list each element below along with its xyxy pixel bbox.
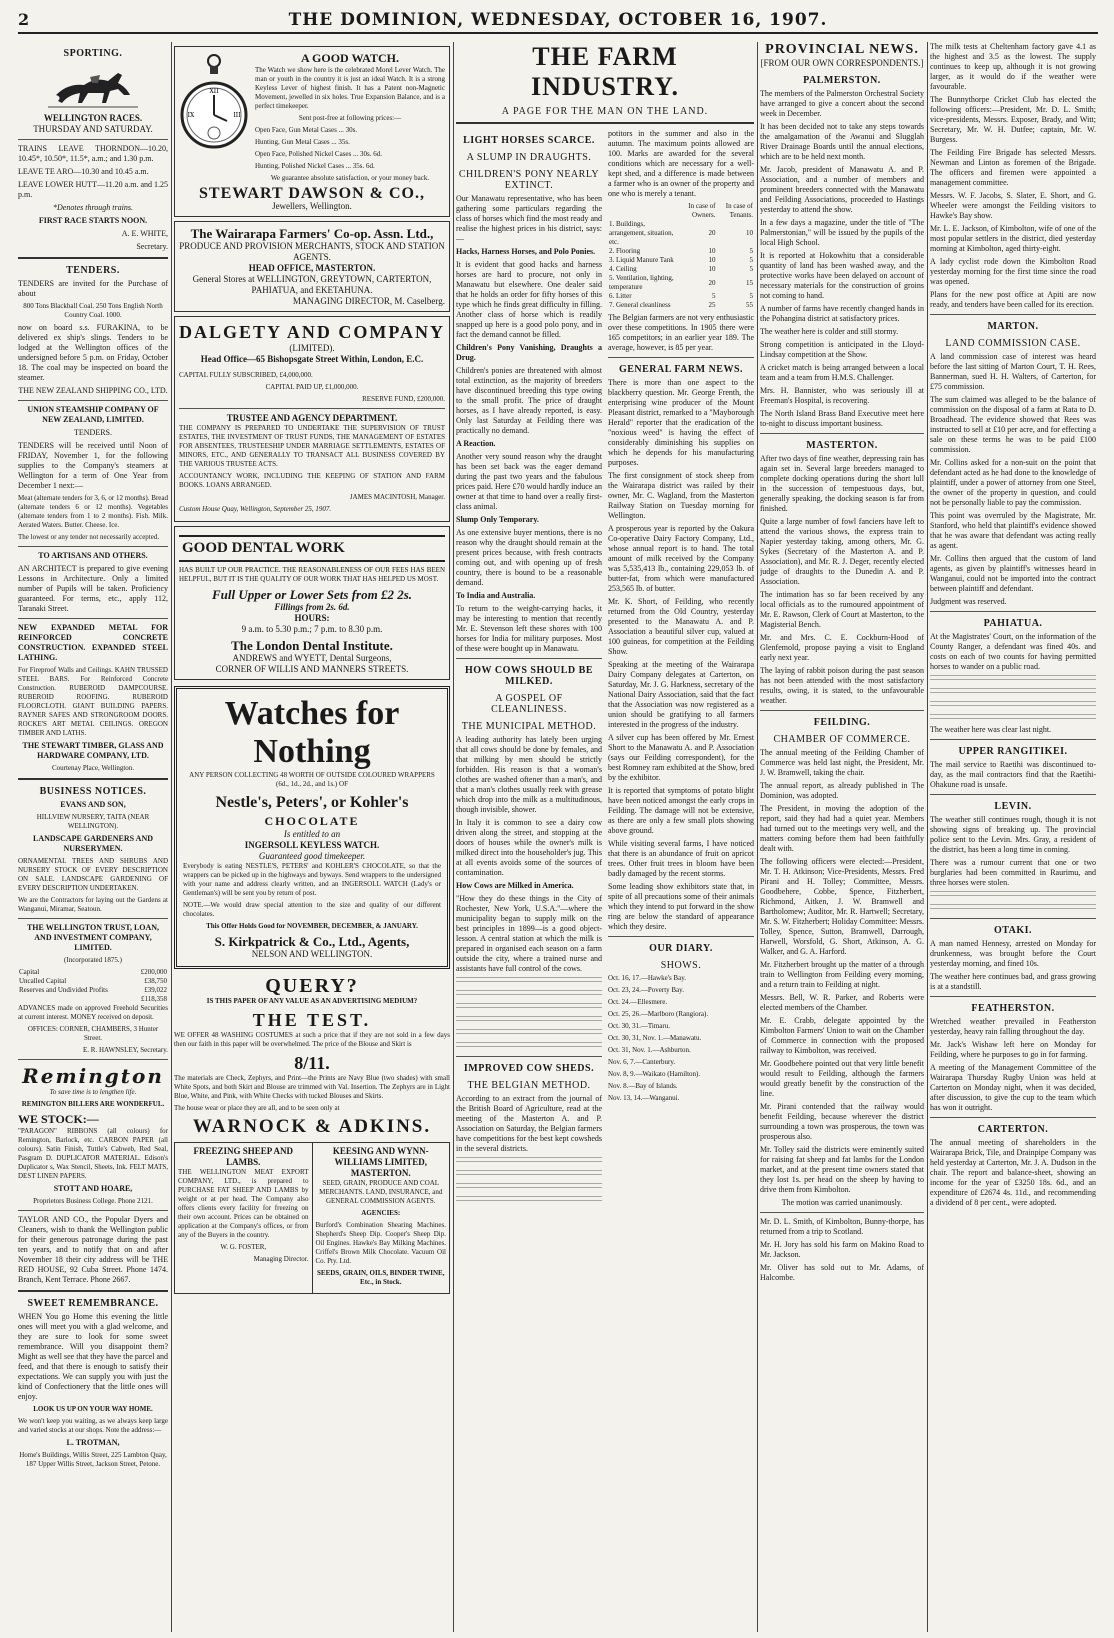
article-subheading: Children's Pony Vanishing, Draughts a Drug. (456, 343, 602, 362)
news-para: In a few days a magazine, under the title of "The Palmerstonian," will be issued by the pupils of the local High School. (760, 218, 924, 247)
artisans-body: AN ARCHITECT is prepared to give evening Lessons in Architecture. Only a limited number of Pupils will be taken. Proficiency guaranteed. For terms, etc., apply 112, Taranaki Street. (18, 564, 168, 613)
watch-ad (174, 46, 450, 217)
union-footer: The lowest or any tender not necessarily accepted. (18, 533, 160, 541)
freezing-heading: FREEZING SHEEP AND LAMBS. (193, 1146, 294, 1167)
watch-price: Open Face, Polished Nickel Cases ... 30s. 6d. (255, 150, 382, 158)
article-subheading: A Reaction. (456, 439, 496, 448)
test-body3: The house wear or place they are all, and to be seen only at (174, 1104, 340, 1112)
show-entry: Oct. 25, 26.—Marlboro (Rangiora). (608, 1010, 709, 1018)
table-row: Reserves and Undivided Profits £39,022 (19, 986, 167, 994)
article-heading: LIGHT HORSES SCARCE. (463, 135, 595, 146)
news-para: Mr. Jack's Wishaw left here on Monday for Feilding, where he purposes to go in for farming. (930, 1040, 1096, 1059)
show-entry: Oct. 30, 31.—Timaru. (608, 1022, 670, 1030)
section-heading: SPORTING. (63, 48, 123, 59)
wairarapa-title: The Wairarapa Farmers' Co-op. Assn. Ltd., (190, 226, 434, 241)
news-para: The annual meeting of shareholders in the Wairarapa Brick, Tile, and Drainpipe Company was held yesterday at Carterton, Mr. J. A. Dudson in the chair. The report and balance-sheet, showing an income for the year of £3250 18s. 6d., and an expenditure of £2674 4s. 11d., and recommending a dividend of 8 per cent., were adopted. (930, 1138, 1096, 1207)
table-row: Uncalled Capital £38,750 (19, 977, 167, 985)
keesing-agencies: AGENCIES: (361, 1209, 401, 1217)
trust-incorporated: (Incorporated 1875.) (64, 956, 122, 964)
artisans-heading: TO ARTISANS AND OTHERS. (38, 551, 148, 560)
metal-heading: NEW EXPANDED METAL FOR REINFORCED CONCRETE CONSTRUCTION. EXPANDED STEEL LATHING. (18, 623, 168, 662)
evans-sub: HILLVIEW NURSERY, TAITA (NEAR WELLINGTON). (36, 813, 150, 830)
racing-title: WELLINGTON RACES. (43, 113, 143, 123)
news-para: The President, in moving the adoption of the report, said they had had a quiet year. Members had turned out to the meetings very well, and the matters coming before them had been faithfully dealt with. (760, 804, 924, 853)
dental-sets: Full Upper or Lower Sets from £2 2s. (211, 587, 413, 602)
article-para: The first consignment of stock sheep from the Wairarapa district was railed by their owner, Mr. C. Wagland, from the Masterton Railway Station on Tuesday morning for Wellington. (608, 471, 754, 520)
show-entry: Nov. 8.—Bay of Islands. (608, 1082, 678, 1090)
dalgety-capital: CAPITAL FULLY SUBSCRIBED, £4,000,000. (179, 371, 313, 379)
table-row: £118,358 (141, 995, 167, 1003)
column-3 (456, 42, 754, 1632)
westock-company: STOTT AND HOARE, (53, 1184, 133, 1193)
trains-note: *Denotes through trains. (53, 203, 133, 212)
dental-title: GOOD DENTAL WORK (179, 535, 445, 562)
news-para: The sum claimed was alleged to be the balance of commission on the disposal of a farm at Rata to D. Broadhead. The evidence showed that Rees was instructed to sell at £10 per acre, and for effecting a sale on these terms he was to be paid £100 commission. (930, 395, 1096, 454)
article-heading: GENERAL FARM NEWS. (618, 364, 744, 375)
town-heading: PAHIATUA. (983, 618, 1043, 629)
dalgety-office: Head Office—65 Bishopsgate Street Within, London, E.C. (200, 354, 424, 364)
watch-heading: A GOOD WATCH. (301, 51, 399, 65)
show-entry: Oct. 23, 24.—Poverty Bay. (608, 986, 684, 994)
news-para: Mr. Tolley said the districts were eminently suited for raising fat sheep and fat lambs for the London market, and at the present time owners stated that they lost 1s. per head on the sheep by having to drive them from Kimbolton. (760, 1145, 924, 1194)
town-heading: MASTERTON. (806, 440, 878, 451)
svg-text:IX: IX (187, 112, 195, 119)
table-row: 7. General cleanliness 25 55 (609, 301, 753, 309)
news-para: This point was overruled by the Magistrate, Mr. Stanford, who held that plaintiff's evidence showed that he was aware that defendant was acting really as agent. (930, 511, 1096, 550)
westock-body: "PARAGON" RIBBONS (all colours) for Remington, Barlock, etc. CARBON PAPER (all colours). Satin Finish, Tuttle's Cabweb, Red Seal, Pasgram D. DUPLICATOR MATERIAL. Edison's Duplicator s, Wax Stencil, Sheets, Ink. FELT MATS, DEST LINEN PAPERS. (18, 1127, 168, 1180)
union-body: TENDERS will be received until Noon of FRIDAY, November 1, for the following supplies to the Company's steamers at Wellington for a term of One Year from December 1 next:— (18, 441, 168, 490)
article-para: Mr. K. Short, of Feilding, who recently returned from the Old Country, yesterday presented to the Manawatu A. and P. Association a beautiful silver cup, valued at 100 guineas, for competition at the Feilding Show. (608, 597, 754, 656)
train-times: TRAINS LEAVE THORNDON—10.20, 10.45*, 10.50*, 11.5*, a.m.; and 1.30 p.m. (18, 144, 168, 163)
dental-ad (174, 526, 450, 680)
news-para: Strong competition is anticipated in the Lloyd-Lindsay competition at the Show. (760, 340, 924, 359)
news-para: The members of the Palmerston Orchestral Society have arranged to give a concert about the second week in December. (760, 89, 924, 118)
dalgety-ad (174, 316, 450, 522)
show-entry: Oct. 16, 17.—Hawke's Bay. (608, 974, 686, 982)
dalgety-ltd: (LIMITED). (289, 343, 335, 353)
article-para: Speaking at the meeting of the Wairarapa Dairy Company delegates at Carterton, on Saturday, Mr. J. G. Harkness, secretary of the National Dairy Association, said that the fact that the Association was now registered as a union should be gratifying to all farmers interested in the progress of the industry. (608, 660, 754, 729)
news-para: The weather here continues bad, and grass growing is at a standstill. (930, 972, 1096, 991)
sweet-body: WHEN You go Home this evening the little ones will meet you with a glad welcome, and they are sure to look for some sweet remembrance. Will you disappoint them? Might as well see that they have the parcel and feed, and that there is enough to satisfy their expectations. We can supply you with just the kind of Confectionery that the little ones will enjoy. (18, 1312, 168, 1401)
westock-address: Proprietors Business College. Phone 2121. (33, 1197, 153, 1205)
section-heading: TENDERS. (66, 265, 120, 276)
show-entry: Nov. 6, 7.—Canterbury. (608, 1058, 676, 1066)
dental-hours: 9 a.m. to 5.30 p.m.; 7 p.m. to 8.30 p.m. (241, 624, 383, 634)
article-para: It is evident that good hacks and harness horses are hard to procure, not only in Manawatu but elsewhere. One dealer said that he holds an order for fifty horses of this type which he finds great difficulty in filling. Another class of horse which is readily snapped up here is a good polo pony, and in fact the demand cannot be filled. (456, 260, 602, 339)
keesing-list: Burford's Combination Shearing Machines. Shepherd's Sheep Dip. Cooper's Sheep Dip. Oil Engines. Hawke's Bay Milking Machines. Criffel's Brown Milk Chocolate. Vacuum Oil Co. Pty. Ltd. (315, 1221, 446, 1265)
london-address: CORNER OF WILLIS AND MANNERS STREETS. (215, 664, 409, 674)
dalgety-capital: CAPITAL PAID UP, £1,000,000. (265, 383, 359, 391)
metal-items: For Fireproof Walls and Ceilings. KAHN TRUSSED STEEL BARS. For Reinforced Concrete Construction. RUBEROID DAMPCOURSE. RUBEROID ROOFING. RUBEROID FLOORCLOTH. GIANT BUILDING PAPERS. RAYNER SAFES AND STRONGROOM DOORS. ROCKE'S ART METAL CEILINGS. OREGON TIMBER AND LATHS. (18, 666, 168, 737)
svg-text:XII: XII (209, 88, 219, 95)
news-para: Mr. H. Jory has sold his farm on Makino Road to Mr. Jackson. (760, 1240, 924, 1259)
column-rule (453, 42, 454, 1632)
news-para: The annual report, as already published in The Dominion, was adopted. (760, 781, 924, 800)
town-heading: FEILDING. (813, 717, 871, 728)
news-para: A meeting of the Management Committee of the Wairarapa Thursday Rugby Union was held at Carterton on Monday night, when it was decided, after discussion, to give the cup to the team which has won it outright. (930, 1063, 1096, 1112)
news-para: Mr. Oliver has sold out to Mr. Adams, of Halcombe. (760, 1263, 924, 1282)
news-para: Wretched weather prevailed in Featherston yesterday, heavy rain falling throughout the day. (930, 1017, 1096, 1036)
news-para: Judgment was reserved. (930, 597, 1007, 606)
article-subheading: How Cows are Milked in America. (456, 881, 574, 890)
news-para: Mr. Pirani contended that the railway would benefit Feilding, because wherever the district surrounding a town was prosperous, the town was prosperous also. (760, 1102, 924, 1141)
column-rule (171, 42, 172, 1632)
town-heading: PALMERSTON. (803, 75, 881, 86)
train-times: LEAVE TE ARO—10.30 and 10.45 a.m. (18, 167, 149, 176)
news-para: Mr. Fitzherbert brought up the matter of a through train to Wellington from Feilding every morning, and a return train to Feilding at night. (760, 960, 924, 989)
news-para: A lady cyclist rode down the Kimbolton Road yesterday morning for the first time since the road was opened. (930, 257, 1096, 286)
masthead (18, 10, 1098, 34)
town-heading: LEVIN. (994, 801, 1032, 812)
watches-note: NOTE.—We would draw special attention to the size and quality of our different chocolates. (183, 901, 441, 918)
table-row: 6. Litter 5 5 (609, 292, 753, 300)
table-row: In case of Owners. In case of Tenants. (688, 202, 753, 219)
news-para: The weather still continues rough, though it is not showing signs of breaking up. The provincial police sent to the Levin. Mrs. Gray, a resident of the district, has been a long time in coming. (930, 815, 1096, 854)
page-number: 2 (18, 10, 30, 29)
town-subheading: CHAMBER OF COMMERCE. (773, 734, 911, 745)
stewart-sub: Jewellers, Wellington. (272, 201, 352, 211)
freezing-role: Managing Director. (253, 1255, 309, 1263)
article-subheading: A SLUMP IN DRAUGHTS. (466, 152, 592, 163)
article-para: A prosperous year is reported by the Oakura Co-operative Dairy Factory Company, Ltd., whose annual report is to hand. The total amount of milk received by the Company was 5,535,413 lb., containing 229,053 lb. of butter-fat, from which were manufactured 253,565 lb. of butter. (608, 524, 754, 593)
news-para: It has been decided not to take any steps towards the amalgamation of the Awanui and Slugglah River Drainage Boards until the annual elections, which are to be held next month. (760, 122, 924, 161)
town-heading: FEATHERSTON. (971, 1003, 1055, 1014)
article-subheading: A GOSPEL OF CLEANLINESS. (491, 693, 567, 715)
news-para: After two days of fine weather, depressing rain has again set in. Several large breeders managed to complete docking operations during the short lull in the succession of tempestuous days, but, generally speaking, the docking season is far from finished. (760, 454, 924, 513)
column-rule (757, 42, 758, 1632)
article-para: According to an extract from the journal of the British Board of Agriculture, read at the meeting of the Masterton A. and P. Association on Saturday, the Belgian farmers have competitions for the best kept cowsheds in the several districts. (456, 1094, 602, 1153)
query-body: IS THIS PAPER OF ANY VALUE AS AN ADVERTISING MEDIUM? (206, 997, 418, 1005)
news-para: There was a rumour current that one or two burglaries had been committed in Raurimu, and three horses were stolen. (930, 858, 1096, 887)
taylor-body: TAYLOR AND CO., the Popular Dyers and Cleaners, wish to thank the Wellington public for their generous patronage during the past ten years, and to notify that on and after November 18 their city address will be THE RED HOUSE, 92 Cuba Street. Phone 1474. Branch, Kent Terrace. Phone 2667. (18, 1215, 168, 1284)
article-subheading: THE BELGIAN METHOD. (467, 1080, 591, 1091)
warnock-adkins: WARNOCK & ADKINS. (192, 1116, 432, 1137)
watch-body: The Watch we show here is the celebrated Morel Lever Watch. The man or youth in the country it is just an ideal Watch. It is a strong Keyless Lever of highest finish. It has a Patent non-Magnetic Movement, jewelled in six holes. True Expansion Balance, and is a perfect timekeeper. (255, 66, 445, 110)
table-row: 2. Flooring 10 5 (609, 247, 753, 255)
news-para: A cricket match is being arranged between a local team and a team from H.M.S. Challenger. (760, 363, 924, 382)
news-para: Mr. Goodbehere pointed out that very little benefit would result to Feilding, although the farmers would greatly benefit by the construction of the line. (760, 1059, 924, 1098)
london-names: ANDREWS and WYETT, Dental Surgeons, (232, 653, 392, 663)
article-para: While visiting several farms, I have noticed that there is an abundance of fruit on apricot trees. Other fruit trees in bloom have been badly damaged by the recent storms. (608, 839, 754, 878)
evans-footer: We are the Contractors for laying out the Gardens at Wanganui, Miramar, Seatoun. (18, 896, 168, 913)
town-heading: OTAKI. (993, 925, 1033, 936)
chocolate: CHOCOLATE (264, 814, 360, 828)
watch-post: Sent post-free at following prices:— (298, 114, 402, 122)
column-1 (18, 42, 168, 1632)
column-rule (927, 42, 928, 1632)
article-subheading: CHILDREN'S PONY NEARLY EXTINCT. (458, 169, 600, 191)
union-heading: UNION STEAMSHIP COMPANY OF NEW ZEALAND, LIMITED. (27, 405, 159, 424)
union-tenders: TENDERS. (74, 428, 112, 437)
remington-script-logo: Remington (22, 1064, 164, 1088)
article-heading: IMPROVED COW SHEDS. (463, 1063, 595, 1074)
news-para: Messrs. W. F. Jacobs, S. Slater, E. Short, and G. Wheeler were amongst the Feilding visitors to Hawke's Bay show. (930, 191, 1096, 220)
first-race: FIRST RACE STARTS NOON. (38, 216, 148, 225)
freezing-body: THE WELLINGTON MEAT EXPORT COMPANY, LTD., is prepared to PURCHASE FAT SHEEP AND LAMBS by weight or at per head. The Company also offers clients every facility for freezing on their own account. Prices can be obtained on application at the Company's offices, or from any of the Buyers in the country. (178, 1168, 309, 1239)
town-subheading: LAND COMMISSION CASE. (945, 338, 1081, 349)
farm-columns (456, 129, 754, 1207)
dalgety-title: DALGETY AND COMPANY (179, 322, 445, 342)
signature-role: Secretary. (136, 242, 168, 251)
article-para: To return to the weight-carrying hacks, it may be interesting to mention that recently Mr. E. Stevenson left these shores with 100 horses for India for military purposes. Most of these were bought up in Manawatu. (456, 604, 602, 653)
sweet-body2: We won't keep you waiting, as we always keep large and varied stocks at our shops. Note the address:— (18, 1417, 168, 1434)
table-row: 1. Buildings, arrangement, situation, etc. 20 10 (609, 220, 753, 246)
accountancy: ACCOUNTANCY WORK, INCLUDING THE KEEPING OF STATION AND FARM BOOKS. LOANS ARRANGED. (179, 472, 445, 489)
test-price: 8/11. (294, 1053, 330, 1073)
news-para: Messrs. Bell, W. R. Parker, and Roberts were elected members of the Chamber. (760, 993, 924, 1012)
town-heading: UPPER RANGITIKEI. (958, 746, 1068, 757)
article-para: Our Manawatu representative, who has been gathering some particulars regarding the class of horses which find the most ready and realise the highest prices in his district, says:— (456, 194, 602, 243)
section-heading: BUSINESS NOTICES. (39, 786, 147, 797)
keesing-footer: SEEDS, GRAIN, OILS, BINDER TWINE, Etc., in Stock. (317, 1269, 445, 1286)
article-heading: HOW COWS SHOULD BE MILKED. (464, 665, 593, 687)
news-para: Mr. D. L. Smith, of Kimbolton, Bunny-thorpe, has returned from a trip to Scotland. (760, 1217, 924, 1236)
table-row: 4. Ceiling 10 5 (609, 265, 753, 273)
test-body: WE OFFER 48 WASHING COSTUMES at such a price that if they are not sold in a few days then our faith in this paper will be overwhelmed. The price of the Blouse and Skirt is (174, 1031, 450, 1048)
dental-body: HAS BUILT UP OUR PRACTICE. THE REASONABLENESS OF OUR FEES HAS BEEN HELPFUL, BUT IT IS THE QUALITY OF OUR WORK THAT HAS HELPED US MOST. (179, 566, 445, 583)
stewart-dawson: STEWART DAWSON & CO., (199, 185, 425, 202)
trust-body: ADVANCES made on approved Freehold Securities at current interest. MONEY received on deposit. (18, 1004, 168, 1021)
masthead-title: THE DOMINION, WEDNESDAY, OCTOBER 16, 1907. (288, 10, 828, 30)
trustee-body: THE COMPANY IS PREPARED TO UNDERTAKE THE SUPERVISION OF TRUST ESTATES, THE INVESTMENT OF TRUST FUNDS, THE MANAGEMENT OF ESTATES FOR ABSENTEES, TRUSTEESHIP UNDER MARRIAGE SETTLEMENTS, ESTATES OF MINORS, ETC., AND GENERALLY TO TRANSACT ALL BUSINESS COVERED BY THE VARIOUS TRUSTEE ACTS. (179, 424, 445, 468)
article-para: A leading authority has lately been urging that all cows should be done by females, and that milking by men should be strictly forbidden. His reason is that a woman's clothes are washed oftener than a man's, and that a man's clothes usually reek with grease which drop into the milk as a multitudinous, though invisible, shower. (456, 735, 602, 814)
news-para: It is reported at Hokowhitu that a considerable quantity of land has been washed away, and the protective works have been delayed on account of necessary materials for the construction of groins not coming to hand. (760, 251, 924, 300)
racehorse-illustration-icon (48, 65, 138, 111)
keesing-body: SEED, GRAIN, PRODUCE AND COAL MERCHANTS. LAND, INSURANCE, and GENERAL COMMISSION AGENTS. (319, 1179, 443, 1205)
article-para: In Italy it is common to see a dairy cow driven along the street, and stopping at the doors of houses while the owner's milk is milked direct into the householder's jug. This at all events avoids some of the sources of contamination. (456, 818, 602, 877)
show-entry: Oct. 31, Nov. 1.—Ashburton. (608, 1046, 691, 1054)
wairarapa-ad (174, 221, 450, 312)
keesing-heading: KEESING AND WYNN-WILLIAMS LIMITED, MASTERTON. (332, 1146, 429, 1178)
news-para: Mr. E. Crabb, delegate appointed by the Kimbolton Farmers' Union to wait on the Chamber of Commerce in connection with the proposed railway to Kimbolton, was received. (760, 1016, 924, 1055)
town-heading: MARTON. (987, 321, 1039, 332)
tender-body: now on board s.s. FURAKINA, to be delivered ex ship's slings. Tenders to be lodged at the Wellington offices of the undersigned before 5 p.m. on Friday, October 18. The coal may be inspected on board the steamer. (18, 323, 168, 382)
article-para: As one extensive buyer mentions, there is no reason why the draught should remain at the present prices because, with fresh contracts coming out, and with opening up of fresh country, there is bound to be a reasonable demand. (456, 528, 602, 587)
town-heading: CARTERTON. (977, 1124, 1049, 1135)
news-para: A man named Hennesy, arrested on Monday for drunkenness, was brought before the Court yesterday morning, and fined 10s. (930, 939, 1096, 968)
news-para: The Feilding Fire Brigade has selected Messrs. Newman and Linton as foremen of the Brigade. The officers and firemen were appointed a management committee. (930, 148, 1096, 187)
dalgety-reserve: RESERVE FUND, £200,000. (362, 395, 445, 403)
news-para: At the Magistrates' Court, on the information of the County Ranger, a defendant was fined 40s. and costs on each of two counts for having permitted horses to wander on a public road. (930, 632, 1096, 671)
article-para: Another very sound reason why the draught has been set back was the eager demand during the past two years and the fabulous prices paid. Here £70 would hardly induce an owner at that time to hand over a really first-class animal. (456, 452, 602, 511)
news-para: Quite a large number of fowl fanciers have left to attend the various shows, the express train to Napier yesterday taking, among others, Mr. G. Sykes (Secretary of the Masterton A. and P. Association), and Mr. R. J. Deger, recently elected judge of draughts to the Dunedin A. and P. Association. (760, 517, 924, 586)
metal-address: Courtenay Place, Wellington. (51, 764, 135, 772)
westock-heading: WE STOCK:— (18, 1112, 99, 1126)
show-entry: Oct. 24.—Ellesmere. (608, 998, 668, 1006)
column-4 (760, 42, 924, 1632)
news-para: Mrs. H. Bannister, who was seriously ill at Freeman's Hospital, is recovering. (760, 386, 924, 405)
sweet-slogan: LOOK US UP ON YOUR WAY HOME. (33, 1405, 153, 1413)
london-dental: The London Dental Institute. (231, 638, 393, 653)
news-para: The intimation has so far been received by any local officials as to the rumoured appointment of Mr. E. Rawson, Clerk of Court at Masterton, to the Magisterial Bench. (760, 590, 924, 629)
farm-col-b (608, 129, 754, 1207)
freezing-signed: W. G. FOSTER, (220, 1243, 267, 1251)
farm-col-a (456, 129, 602, 1207)
news-para: The milk tests at Cheltenham factory gave 4.1 as the highest and 3.5 as the lowest. The supply continues to keep up, although it is not growing larger, as it would do if the weather were favourable. (930, 42, 1096, 91)
farm-industry-title: THE FARM INDUSTRY. (530, 42, 679, 101)
news-para: Mr. Jacob, president of Manawatu A. and P. Association, and a number of members and prominent breeders connected with the Manawatu and Feilding Associations, proceeded to Hastings yesterday to attend the show. (760, 165, 924, 214)
remington-billers: REMINGTON BILLERS ARE WONDERFUL. (21, 1100, 165, 1108)
union-items: Meat (alternate tenders for 3, 6, or 12 months). Bread (alternate tenders 6 or 12 months). Vegetables (alternate tenders from 1 to 2 months). Fish. Milk. Aerated Waters. Butter. Cheese. Ice. (18, 494, 168, 529)
show-entry: Nov. 13, 14.—Wanganui. (608, 1094, 680, 1102)
tender-items: 800 Tons Blackball Coal. 250 Tons English North Country Coal. 1000. (23, 302, 163, 319)
wairarapa-stores: General Stores at WELLINGTON, GREYTOWN, CARTERTON, PAHIATUA, and EKETAHUNA. (192, 274, 432, 295)
tender-intro: TENDERS are invited for the Purchase of about (18, 279, 168, 298)
article-subheading: Slump Only Temporary. (456, 515, 539, 524)
trust-capital-table (18, 968, 168, 1004)
evans-body: ORNAMENTAL TREES AND SHRUBS AND NURSERY STOCK OF EVERY DESCRIPTION ON SALE. LANDSCAPE GARDENING OF EVERY DESCRIPTION UNDERTAKEN. (18, 857, 168, 892)
watches-body: Everybody is eating NESTLE'S, PETERS' and KOHLER'S CHOCOLATE, so that the wrappers can be picked up in the highways and byways. Send wrappers to the undersigned with your name and address clearly written, and an INGERSOLL WATCH (Lady's or Gentleman's) will be sent you by return of post. (183, 862, 441, 897)
watch-price: Hunting, Gun Metal Cases ... 35s. (255, 138, 350, 146)
article-para: potitors in the summer and also in the autumn. The maximum points allowed are 100. Marks are awarded for the several conditions which are necessary for a well-kept shed, and a difference is made between a farmer who is an owner of the property and one who is merely a tenant. (608, 129, 754, 198)
news-para: Mr. Collins then argued that the custom of land agents, as given by plaintiff's witnesses heard in Wanganui, could not be imported into the contract between plaintiff and defendant. (930, 554, 1096, 593)
news-para: Mr. L. E. Jackson, of Kimbolton, wife of one of the most popular settlers in the district, died yesterday morning at Kimbolton, aged thirty-eight. (930, 224, 1096, 253)
article-para: It is reported that symptoms of potato blight have been noticed amongst the early crops in Feilding. The damage will not be extensive, as there are only a few small plots showing above ground. (608, 786, 754, 835)
news-para: A land commission case of interest was heard before the last sitting of Marton Court, T. H. Rees, Bannerman, sued H. H. Walters, of Carterton, for £75 commission. (930, 352, 1096, 391)
column-2 (174, 42, 450, 1632)
section-heading: SWEET REMEMBRANCE. (27, 1298, 159, 1309)
column-5 (930, 42, 1096, 1632)
remington-tagline: To save time is to lengthen life. (49, 1088, 137, 1096)
article-subheading: Hacks, Harness Horses, and Polo Ponies. (456, 247, 596, 256)
article-para: Children's ponies are threatened with almost total extinction, as the majority of breeders have discontinued breeding this type owing to the small profit. The price of draught horses, as I have already reported, is easy. Only last Saturday at Feilding there was practically no demand. (456, 366, 602, 435)
news-para: The laying of rabbit poison during the past season has not been attended with the most satisfactory results, owing, it is stated, to the unfavourable weather. (760, 666, 924, 705)
sweet-signed: L. TROTMAN, (66, 1438, 120, 1447)
diary-heading: OUR DIARY. (649, 943, 713, 954)
wairarapa-sub: PRODUCE AND PROVISION MERCHANTS, STOCK AND STATION AGENTS. (179, 241, 445, 262)
cowshed-points-table (608, 202, 754, 310)
watches-offer: This Offer Holds Good for NOVEMBER, DECEMBER, & JANUARY. (206, 922, 418, 930)
dental-fillings: Fillings from 2s. 6d. (274, 602, 350, 612)
watches-title: Watches for Nothing (224, 695, 400, 770)
test-body2: The materials are Check, Zephyrs, and Print—the Prints are Navy Blue (two shades) with small White Spots, and both Skirt and Blouse are trimmed with Val. Insertion. The Zephyrs are in Light Blue, White, and Pink, with White Checks with tucked Blouses and Skirts. (174, 1074, 450, 1100)
shows-heading: SHOWS. (660, 960, 702, 971)
table-row: 3. Liquid Manure Tank 10 5 (609, 256, 753, 264)
trust-manager: E. R. HAWNSLEY, Secretary. (83, 1046, 168, 1054)
news-para: The annual meeting of the Feilding Chamber of Commerce was held last night, the President, Mr. J. W. Bramwell, taking the chair. (760, 748, 924, 777)
show-entry: Oct. 30, 31, Nov. 1.—Manawatu. (608, 1034, 702, 1042)
svg-text:III: III (233, 112, 241, 119)
custom-house: Custom House Quay, Wellington, September 25, 1907. (179, 505, 332, 513)
article-para: "How they do these things in the City of Rochester, New York, U.S.A."—where the municipality began to supply milk on the best principles in 1899—is a good object-lesson. A central station at which the milk is prepared in organised each season on a farm outside the city, where a trained nurse and assistants have full control of the cows. (456, 894, 602, 973)
metal-company: THE STEWART TIMBER, GLASS AND HARDWARE COMPANY, LTD. (22, 741, 164, 760)
show-entry: Nov. 8, 9.—Waikato (Hamilton). (608, 1070, 701, 1078)
article-para: There is more than one aspect to the blackberry question. Mr. George Frenth, the enterprising wine producer of the Mount Pleasant district, remarked to a "Mayborough Herald" reporter that the eradication of the "noxious weed" is having the effect of considerably diminishing his supplies on which he depends for his manufacturing purposes. (608, 378, 754, 467)
news-para: The North Island Brass Band Executive meet here to-night to discuss important business. (760, 409, 924, 428)
farm-industry-subtitle: A PAGE FOR THE MAN ON THE LAND. (501, 106, 709, 117)
watch-guarantee: We guarantee absolute satisfaction, or your money back. (270, 174, 430, 182)
signature: A. E. WHITE, (121, 229, 168, 238)
trust-offices: OFFICES: CORNER, CHAMBERS, 3 Hunter Street. (27, 1025, 159, 1042)
manager: JAMES MACINTOSH, Manager. (349, 493, 445, 501)
article-para: The Belgian farmers are not very enthusiastic over these competitions. In 1905 there were 165 competitors; in an earlier year 189. The average, however, is 85 per year. (608, 313, 754, 352)
watch-price: Hunting, Polished Nickel Cases ... 35s. 6d. (255, 162, 375, 170)
wairarapa-office: HEAD OFFICE, MASTERTON. (248, 263, 376, 273)
racing-days: THURSDAY AND SATURDAY. (33, 124, 153, 134)
watches-intro: ANY PERSON COLLECTING 48 WORTH OF OUTSIDE COLOURED WRAPPERS (6d., 1d., 2d., and 1s.) OF (189, 771, 435, 788)
news-para: Mr. Collins asked for a non-suit on the point that defendant acted as he had done to the knowledge of plaintiff, under a power of attorney from one Steel, the owner of the property in question, and could not be personally liable to pay the commission. (930, 458, 1096, 507)
wairarapa-md: MANAGING DIRECTOR, M. Caselberg. (292, 296, 445, 306)
provincial-sub: [FROM OUR OWN CORRESPONDENTS.] (760, 58, 924, 68)
news-para: The Bunnythorpe Cricket Club has elected the following officers:—President, Mr. D. L. Smith; vice-presidents, Messrs. Exposer, Brady, and Witt; Secretary, Mr. W. H. Dutfee; captain, Mr. W. Burgess. (930, 95, 1096, 144)
article-para: Some leading show exhibitors state that, in spite of all precautions some of their animals which they intend to put forward in the show ring are below the standard of appearance which they desire. (608, 882, 754, 931)
evans-lines: LANDSCAPE GARDENERS AND NURSERYMEN. (32, 834, 153, 853)
freezing-ad (175, 1143, 312, 1293)
article-para: A silver cup has been offered by Mr. Ernest Short to the Manawatu A. and P. Association (says our Feilding correspondent), for the best Romney ram exhibited at the Show, bred by the exhibitor. (608, 733, 754, 782)
news-para: The weather here is colder and still stormy. (760, 327, 899, 336)
watches-for-nothing-ad (174, 686, 450, 969)
query-heading: QUERY? (265, 975, 359, 997)
trustee-heading: TRUSTEE AND AGENCY DEPARTMENT. (226, 413, 398, 423)
watches-entitled: Is entitled to an (283, 829, 341, 839)
trust-heading: THE WELLINGTON TRUST, LOAN, AND INVESTMENT COMPANY, LIMITED. (26, 923, 160, 952)
evans-title: EVANS AND SON, (60, 800, 126, 809)
kirkpatrick-sub: NELSON AND WELLINGTON. (251, 949, 373, 959)
test-heading: THE TEST. (252, 1010, 372, 1030)
nestle-brands: Nestle's, Peters', or Kohler's (215, 794, 409, 811)
bottom-ads (174, 1142, 450, 1294)
tender-company: THE NEW ZEALAND SHIPPING CO., LTD. (18, 386, 168, 395)
news-para: The following officers were elected:—President, Mr. T. H. Atkinson; Vice-Presidents, Messrs. Fred Pirani and H. Tolley; Committee, Messrs. Goodbehere, Cobbe, Spence, Fitzherbert, Richmond, Aitken, J. W. Bramwell and Bartholomew; Auditor, Mr. R. Hartwell; Secretary, Mr. S. W. Fitzherbert; Holiday Committee: Messrs. Tolley, Spence, Sutton, Bramwell, Darrough, Harwell, Worsfold, G. Short, Atkinson, A. G. Walker, and G. A. Harford. (760, 857, 924, 956)
news-para: Plans for the new post office at Apiti are now ready, and tenders have been called for its erection. (930, 290, 1096, 309)
table-row: Capital £200,000 (19, 968, 167, 976)
sweet-address: Home's Buildings, Willis Street, 225 Lambton Quay, 187 Upper Willis Street, Jackson Street, Petone. (19, 1451, 167, 1468)
dental-hours-label: HOURS: (294, 613, 330, 623)
watch-price: Open Face, Gun Metal Cases ... 30s. (255, 126, 358, 134)
news-para: Mr. and Mrs. C. E. Cockburn-Hood of Glenfemold, propose paying a visit to England early next year. (760, 633, 924, 662)
provincial-news-heading: PROVINCIAL NEWS. (765, 42, 919, 57)
watches-guarantee: Guaranteed good timekeeper. (258, 851, 366, 861)
news-para: The mail service to Raetihi was discontinued to-day, as the mail contractors find that the Raetihi-Ohakune road is unsafe. (930, 760, 1096, 789)
article-subheading: THE MUNICIPAL METHOD. (461, 721, 597, 732)
keesing-ad (312, 1143, 450, 1293)
pocket-watch-icon (179, 53, 249, 173)
train-times: LEAVE LOWER HUTT—11.20 a.m. and 1.25 p.m. (18, 180, 168, 199)
article-subheading: To India and Australia. (456, 591, 536, 600)
ingersoll: INGERSOLL KEYLESS WATCH. (244, 840, 380, 850)
table-row: 5. Ventilation, lighting, temperature 20 15 (609, 274, 753, 291)
news-para: The motion was carried unanimously. (781, 1198, 903, 1207)
news-para: The weather here was clear last night. (930, 725, 1052, 734)
kirkpatrick: S. Kirkpatrick & Co., Ltd., Agents, (214, 934, 410, 949)
news-para: A number of farms have recently changed hands in the Pohangina district at satisfactory prices. (760, 304, 924, 323)
